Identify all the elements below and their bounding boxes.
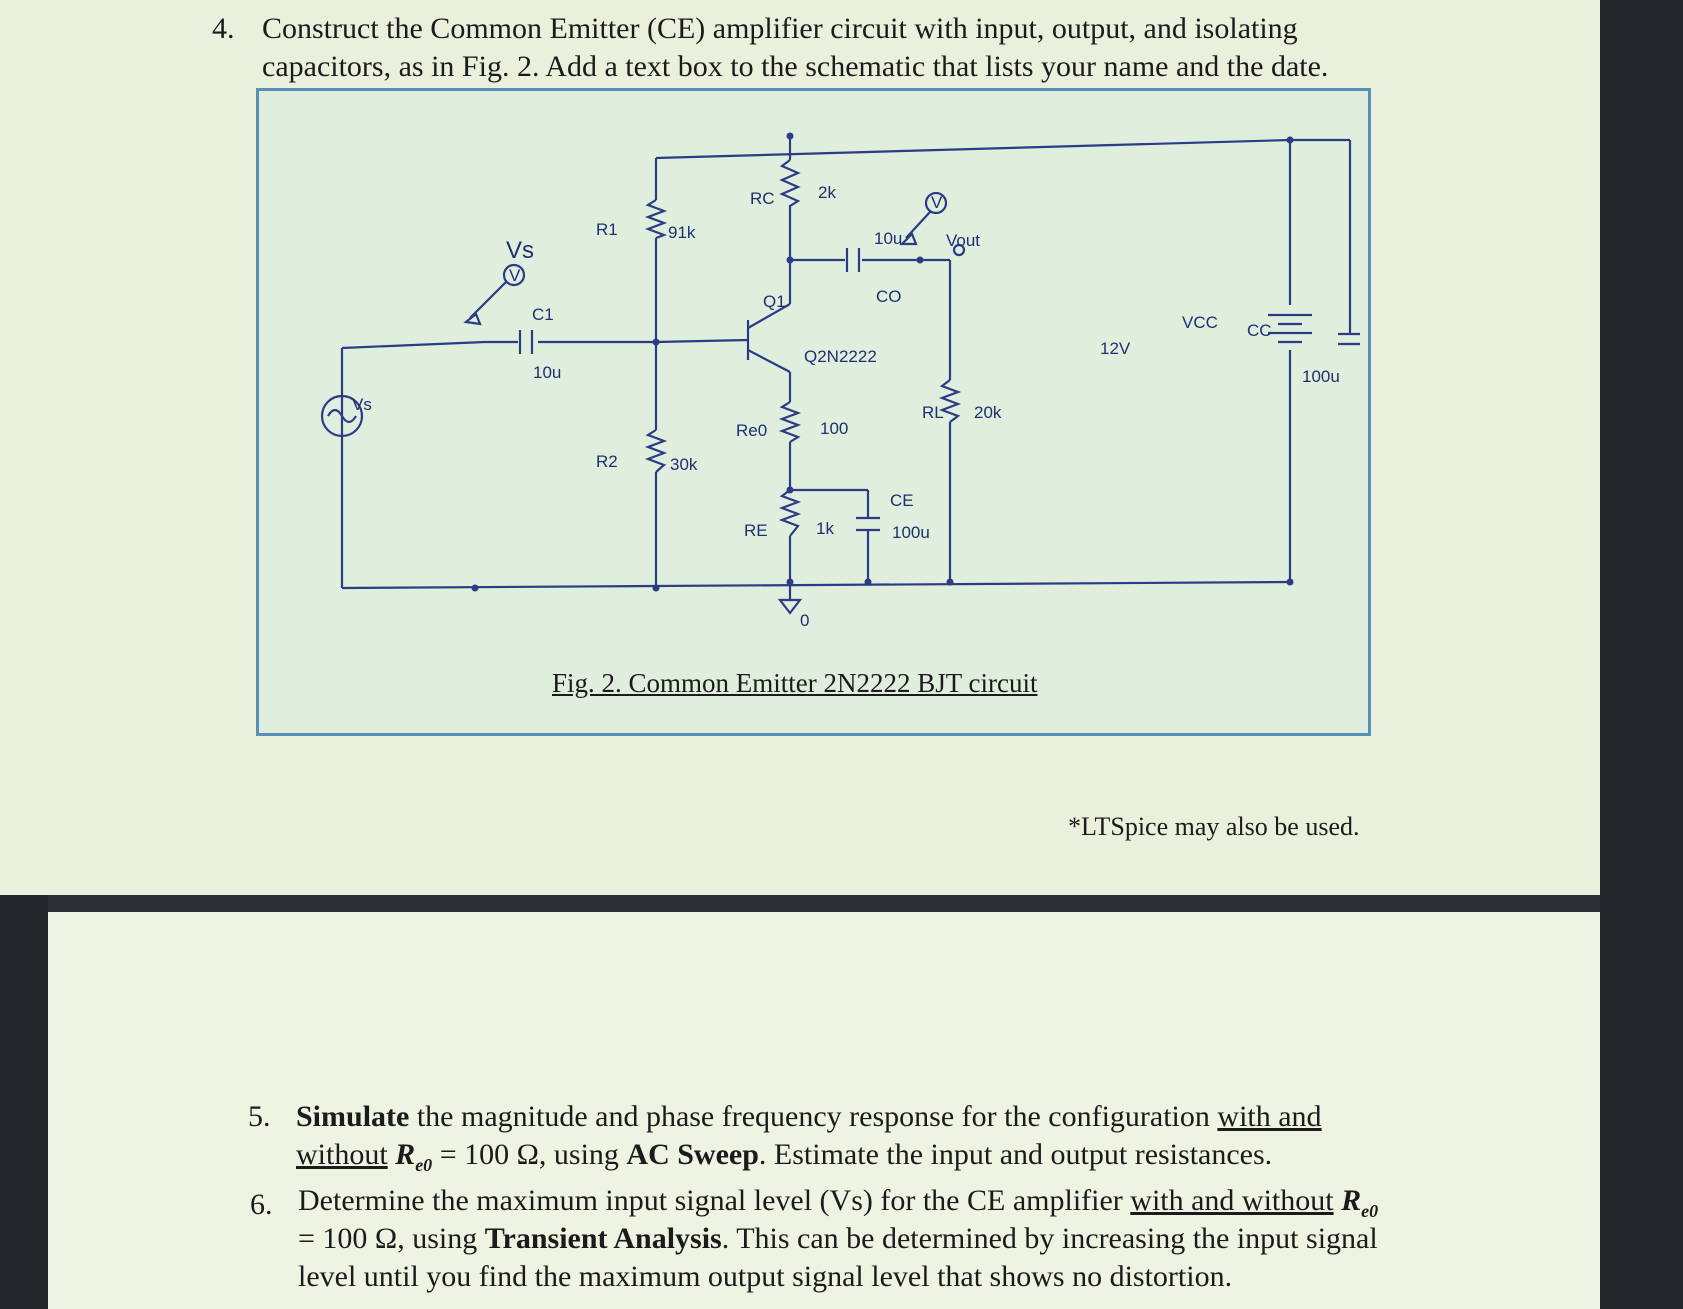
resistor-re: [782, 490, 798, 536]
q5-symbol-sub: e0: [415, 1155, 433, 1175]
re0-label: Re0: [736, 421, 768, 440]
r2-label: R2: [596, 452, 618, 471]
junction-dots: [472, 133, 1294, 592]
c1-label: C1: [532, 305, 554, 324]
resistor-r1: [648, 200, 664, 238]
ce-label: CE: [890, 491, 914, 510]
question-5-line-1: [296, 1098, 1406, 1136]
vout-label: Vout: [946, 231, 981, 250]
co-label: CO: [876, 287, 902, 306]
rl-label: RL: [922, 403, 944, 422]
ce-amplifier-schematic: [270, 110, 1360, 670]
q6-text-3: . This can be determined by increasing the input signal: [721, 1222, 1378, 1255]
vcc-label: VCC: [1182, 313, 1218, 332]
monitor-bezel-left: [0, 895, 48, 1309]
q5-text-3: . Estimate the input and output resistances.: [758, 1138, 1273, 1171]
q6-text-2: = 100 Ω, using: [298, 1222, 485, 1255]
q5-text-1: the magnitude and phase frequency response for the configuration: [409, 1100, 1218, 1133]
vcc-value: 12V: [1100, 339, 1131, 358]
question-6-number: 6.: [250, 1188, 273, 1221]
probe-v-glyph: V: [509, 266, 521, 285]
question-4-line-1: Construct the Common Emitter (CE) amplifier circuit with input, output, and isolating: [262, 12, 1298, 45]
q5-bold-ac-sweep: AC Sweep: [626, 1138, 759, 1171]
ce-value: 100u: [892, 523, 930, 542]
q5-text-2: = 100 Ω, using: [432, 1138, 627, 1171]
q6-text-1: Determine the maximum input signal level (Vs) for the CE amplifier: [298, 1184, 1131, 1217]
q6-underline-with-without: with and without: [1130, 1184, 1334, 1217]
vs-label-top: Vs: [506, 237, 535, 264]
q6-symbol-sub: e0: [1361, 1201, 1379, 1221]
r2-value: 30k: [670, 455, 698, 474]
q1-model: Q2N2222: [804, 347, 877, 366]
question-number: 4.: [212, 12, 235, 45]
c1-value: 10u: [533, 363, 562, 382]
ltspice-note: *LTSpice may also be used.: [1068, 812, 1360, 841]
re-value: 1k: [816, 519, 834, 538]
rl-value: 20k: [974, 403, 1002, 422]
question-4: [212, 10, 235, 48]
probe-v-glyph-vout: V: [931, 193, 943, 212]
cc-value: 100u: [1302, 367, 1340, 386]
page-gap: [48, 895, 1600, 912]
question-6-line-2: [298, 1220, 1378, 1258]
figure-caption: Fig. 2. Common Emitter 2N2222 BJT circuit: [552, 668, 1038, 698]
vs-source-label: Vs: [352, 395, 372, 414]
q5-underline-without: without: [296, 1138, 388, 1171]
q6-symbol-r: R: [1341, 1184, 1362, 1217]
re0-value: 100: [820, 419, 849, 438]
resistor-re0: [782, 402, 798, 442]
q5-bold-simulate: Simulate: [296, 1100, 410, 1133]
capacitor-cc: [1338, 140, 1360, 344]
capacitor-ce: [856, 518, 880, 530]
monitor-bezel-right: [1600, 0, 1683, 1309]
re-label: RE: [744, 521, 768, 540]
r1-label: R1: [596, 220, 618, 239]
co-value: 10u: [874, 229, 903, 248]
resistor-rl: [942, 380, 958, 422]
resistor-r2: [648, 430, 664, 472]
capacitor-co: [847, 248, 859, 272]
question-5-number: 5.: [248, 1100, 271, 1133]
cc-label: CC: [1247, 321, 1272, 340]
ground-symbol: [780, 600, 800, 613]
q1-label: Q1: [763, 292, 786, 311]
question-5-line-2: [296, 1136, 1272, 1184]
question-6-line-3: level until you find the maximum output signal level that shows no distortion.: [298, 1260, 1233, 1293]
r1-value: 91k: [668, 223, 696, 242]
ground-label: 0: [800, 611, 810, 630]
capacitor-c1: [520, 330, 532, 354]
q5-symbol-r: R: [395, 1138, 416, 1171]
rc-value: 2k: [818, 183, 836, 202]
resistor-rc: [782, 160, 798, 260]
battery-vcc: [1268, 315, 1312, 342]
wires: [342, 136, 1350, 600]
q6-bold-transient: Transient Analysis: [484, 1222, 722, 1255]
q5-underline-with-and: with and: [1217, 1100, 1322, 1133]
question-4-line-2: capacitors, as in Fig. 2. Add a text box to the schematic that lists your name and the date.: [262, 50, 1329, 83]
rc-label: RC: [750, 189, 775, 208]
